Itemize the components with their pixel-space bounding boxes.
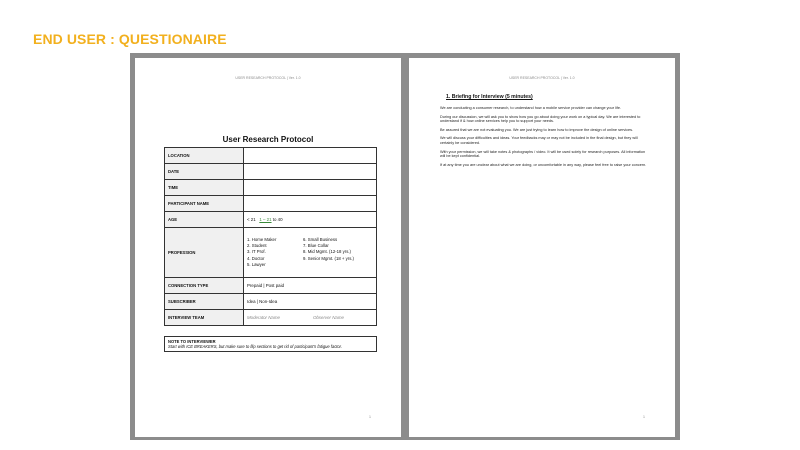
table-row — [165, 164, 377, 180]
page-number: 1 — [643, 415, 645, 419]
slide-title: END USER : QUESTIONAIRE — [33, 31, 227, 47]
list-item: 4. Doctor — [247, 255, 265, 261]
paragraph: Be assured that we are not evaluating you. We are just trying to learn how to improve the design of online services. — [440, 127, 634, 132]
age-range-underlined: 1 – 21 — [259, 217, 272, 222]
row-label-profession: PROFESSION — [165, 228, 244, 278]
age-prefix: < 21 — [247, 217, 256, 222]
paragraph: During our discussion, we will ask you to show how you go about doing your work on a typical day. We are interested to understand if & how online services help you to support your needs. — [440, 114, 641, 124]
row-label-location: LOCATION — [165, 148, 244, 164]
document-title: User Research Protocol — [222, 135, 314, 144]
row-label-age: AGE — [165, 212, 244, 228]
protocol-table — [164, 147, 377, 326]
profession-list — [247, 237, 373, 267]
table-row — [165, 196, 377, 212]
list-item: 6. Small Business — [303, 237, 338, 243]
paragraph: If at any time you are unclear about what we are doing, or uncomfortable in any way, please feel free to raise your concern. — [440, 162, 647, 167]
row-label-connection: CONNECTION TYPE — [165, 278, 244, 294]
participant-value — [244, 196, 377, 212]
list-item: 5. Lawyer — [247, 261, 266, 267]
list-item: 3. IT Prof. — [247, 249, 266, 255]
subscriber-value: Idea | Non-Idea — [244, 294, 377, 310]
profession-column-left — [247, 237, 295, 267]
table-row — [165, 180, 377, 196]
table-row — [165, 310, 377, 326]
profession-value — [244, 228, 377, 278]
age-suffix: to 40 — [272, 217, 283, 222]
age-value — [244, 212, 377, 228]
table-row — [165, 212, 377, 228]
interviewer-note — [164, 336, 377, 352]
profession-column-right — [303, 237, 373, 267]
list-item: 7. Blue Collar — [303, 243, 329, 249]
connection-value: Prepaid | Post paid — [244, 278, 377, 294]
moderator-placeholder: Moderator Name — [247, 315, 280, 320]
time-value — [244, 180, 377, 196]
document-page-2 — [409, 58, 675, 437]
section-title: 1. Briefing for Interview (5 minutes) — [446, 94, 533, 100]
list-item: 9. Senior Mgmt. (18 + yrs.) — [303, 255, 354, 261]
row-label-team: INTERVIEW TEAM — [165, 310, 244, 326]
table-row — [165, 148, 377, 164]
document-viewer — [130, 53, 680, 440]
row-label-participant: PARTICIPANT NAME — [165, 196, 244, 212]
row-label-time: TIME — [165, 180, 244, 196]
paragraph: We are conducting a consumer research, to understand how a mobile service provider can change your life. — [440, 106, 622, 110]
paragraph: With your permission, we will take notes & photographs / video. It will be used solely for research purposes. All information will be kept confidential. — [440, 149, 646, 159]
briefing-text — [440, 106, 648, 171]
row-label-date: DATE — [165, 164, 244, 180]
observer-placeholder: Observer Name — [312, 315, 344, 320]
paragraph: We will discuss your difficulties and ideas. Your feedbacks may or may not be included in the final design, but they will certainly be considered. — [440, 136, 638, 145]
table-row — [165, 278, 377, 294]
note-title: NOTE TO INTERVIEWER — [168, 339, 216, 344]
list-item: 2. Student — [247, 243, 267, 249]
page-header: USER RESEARCH PROTOCOL | Ver. 1.0 — [235, 76, 301, 80]
row-label-subscriber: SUBSCRIBER — [165, 294, 244, 310]
date-value — [244, 164, 377, 180]
list-item: 8. Mid Mgmt. (12-18 yrs.) — [303, 249, 351, 255]
table-row — [165, 228, 377, 278]
note-text: Start with ICE BREAKERS, but make sure to flip sections to get rid of participant's fatigue factor. — [168, 344, 343, 349]
page-header: USER RESEARCH PROTOCOL | Ver. 1.0 — [509, 76, 575, 80]
location-value — [244, 148, 377, 164]
table-row — [165, 294, 377, 310]
list-item: 1. Home Maker — [247, 237, 277, 243]
page-number: 1 — [369, 415, 371, 419]
team-value — [244, 310, 377, 326]
document-page-1 — [135, 58, 401, 437]
